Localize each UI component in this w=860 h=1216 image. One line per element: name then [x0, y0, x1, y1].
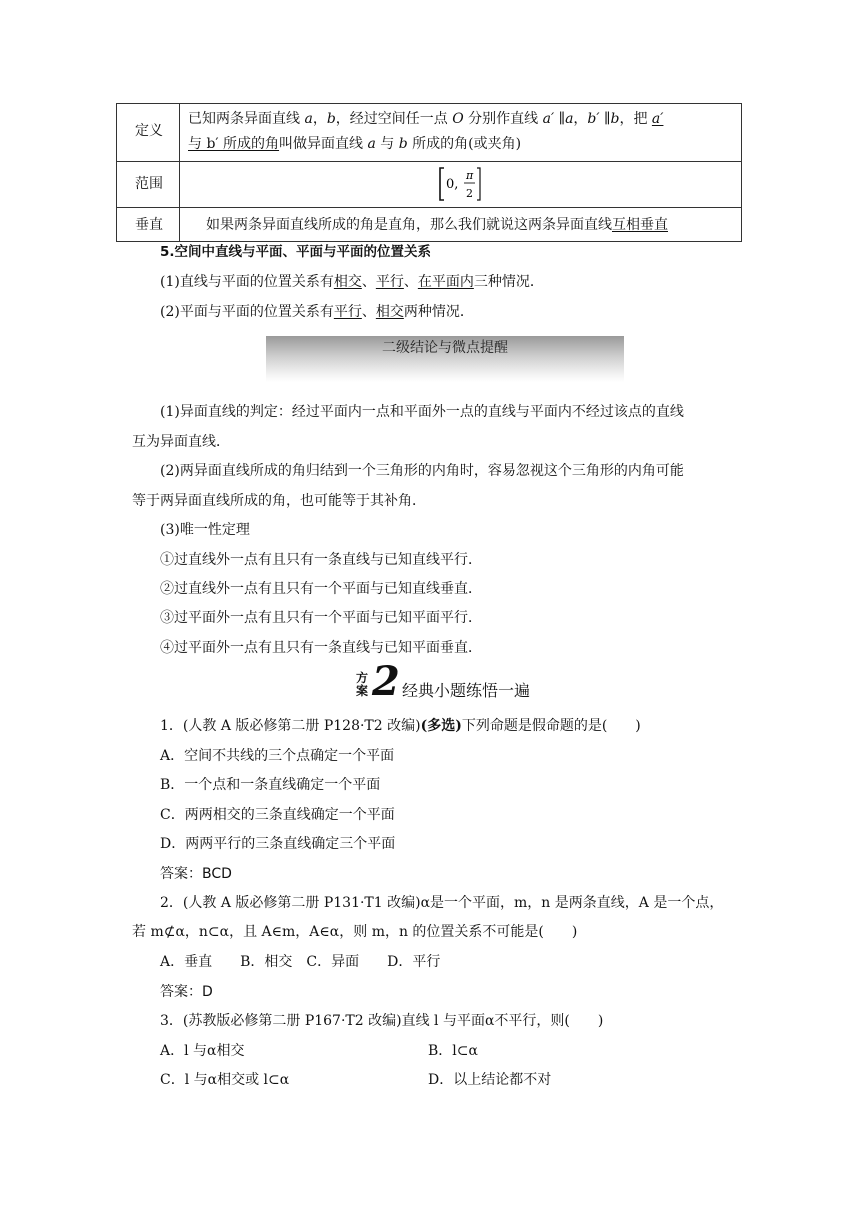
range-interval [437, 166, 483, 202]
definition-line-1: 已知两条异面直线 a，b，经过空间任一点 O 分别作直线 a′ ∥a，b′ ∥b，把 a′ [188, 111, 664, 127]
table-row-divider [117, 207, 741, 208]
theorem-1: ①过直线外一点有且只有一条直线与已知直线平行． [160, 552, 482, 568]
left-bracket-icon [440, 168, 444, 200]
question-3-option-c: C．l 与α相交或 l⊂α [160, 1072, 290, 1088]
note-2-line-1: (2)两异面直线所成的角归结到一个三角形的内角时，容易忽视这个三角形的内角可能 [160, 463, 684, 479]
plan-number: 2 [372, 658, 400, 705]
question-2-options: A．垂直 B．相交 C．异面 D．平行 [160, 954, 441, 970]
plan-title: 经典小题练悟一遍 [402, 681, 531, 700]
question-2-stem-line-1: 2．(人教 A 版必修第二册 P131·T1 改编)α是一个平面，m，n 是两条直线，A 是一个点， [160, 895, 724, 911]
definition-table [116, 103, 742, 242]
definition-line-2: 与 b′ 所成的角叫做异面直线 a 与 b 所成的角(或夹角) [188, 136, 522, 152]
question-1-option-d: D．两两平行的三条直线确定三个平面 [160, 836, 396, 852]
note-2-line-2: 等于两异面直线所成的角，也可能等于其补角． [132, 493, 426, 509]
section-5-line-1: (1)直线与平面的位置关系有相交、平行、在平面内三种情况． [160, 274, 544, 290]
question-3-option-d: D．以上结论都不对 [428, 1072, 552, 1088]
table-column-divider [179, 104, 180, 241]
table-header-definition: 定义 [135, 123, 163, 139]
question-1-option-b: B．一个点和一条直线确定一个平面 [160, 777, 381, 793]
question-3-option-a: A．l 与α相交 [160, 1043, 245, 1059]
theorem-2: ②过直线外一点有且只有一个平面与已知直线垂直． [160, 581, 482, 597]
theorem-3: ③过平面外一点有且只有一个平面与已知平面平行． [160, 610, 482, 626]
range-numerator: π [466, 169, 474, 182]
conclusions-banner [266, 336, 624, 382]
table-row-divider [117, 161, 741, 162]
note-1-line-1: (1)异面直线的判定：经过平面内一点和平面外一点的直线与平面内不经过该点的直线 [160, 404, 684, 420]
table-header-range: 范围 [135, 176, 163, 192]
note-1-line-2: 互为异面直线． [132, 434, 230, 450]
question-1-option-a: A．空间不共线的三个点确定一个平面 [160, 748, 395, 764]
question-2-stem-line-2: 若 m⊄α，n⊂α，且 A∈m，A∈α，则 m，n 的位置关系不可能是( ) [132, 924, 578, 940]
banner-title: 二级结论与微点提醒 [382, 340, 508, 356]
question-1-stem: 1．(人教 A 版必修第二册 P128·T2 改编)(多选)下列命题是假命题的是( ) [160, 718, 641, 734]
theorem-4: ④过平面外一点有且只有一条直线与已知平面垂直． [160, 640, 482, 656]
perpendicular-definition: 如果两条异面直线所成的角是直角，那么我们就说这两条异面直线互相垂直 [206, 217, 668, 233]
plan-label: 方案 [356, 671, 369, 698]
question-3-stem: 3．(苏教版必修第二册 P167·T2 改编)直线 l 与平面α不平行，则( ) [160, 1013, 604, 1029]
range-zero: 0, [446, 177, 459, 192]
question-2-answer: 答案：D [160, 984, 213, 1000]
question-1-answer: 答案：BCD [160, 866, 232, 882]
right-bracket-icon [477, 168, 480, 200]
section-5-heading: 5.空间中直线与平面、平面与平面的位置关系 [160, 244, 432, 260]
range-denominator: 2 [466, 187, 473, 200]
note-3-heading: (3)唯一性定理 [160, 522, 250, 538]
section-5-line-2: (2)平面与平面的位置关系有平行、相交两种情况． [160, 304, 474, 320]
plan-header [356, 658, 576, 705]
question-3-option-b: B．l⊂α [428, 1043, 478, 1059]
question-1-option-c: C．两两相交的三条直线确定一个平面 [160, 807, 395, 823]
table-header-perpendicular: 垂直 [135, 217, 163, 233]
